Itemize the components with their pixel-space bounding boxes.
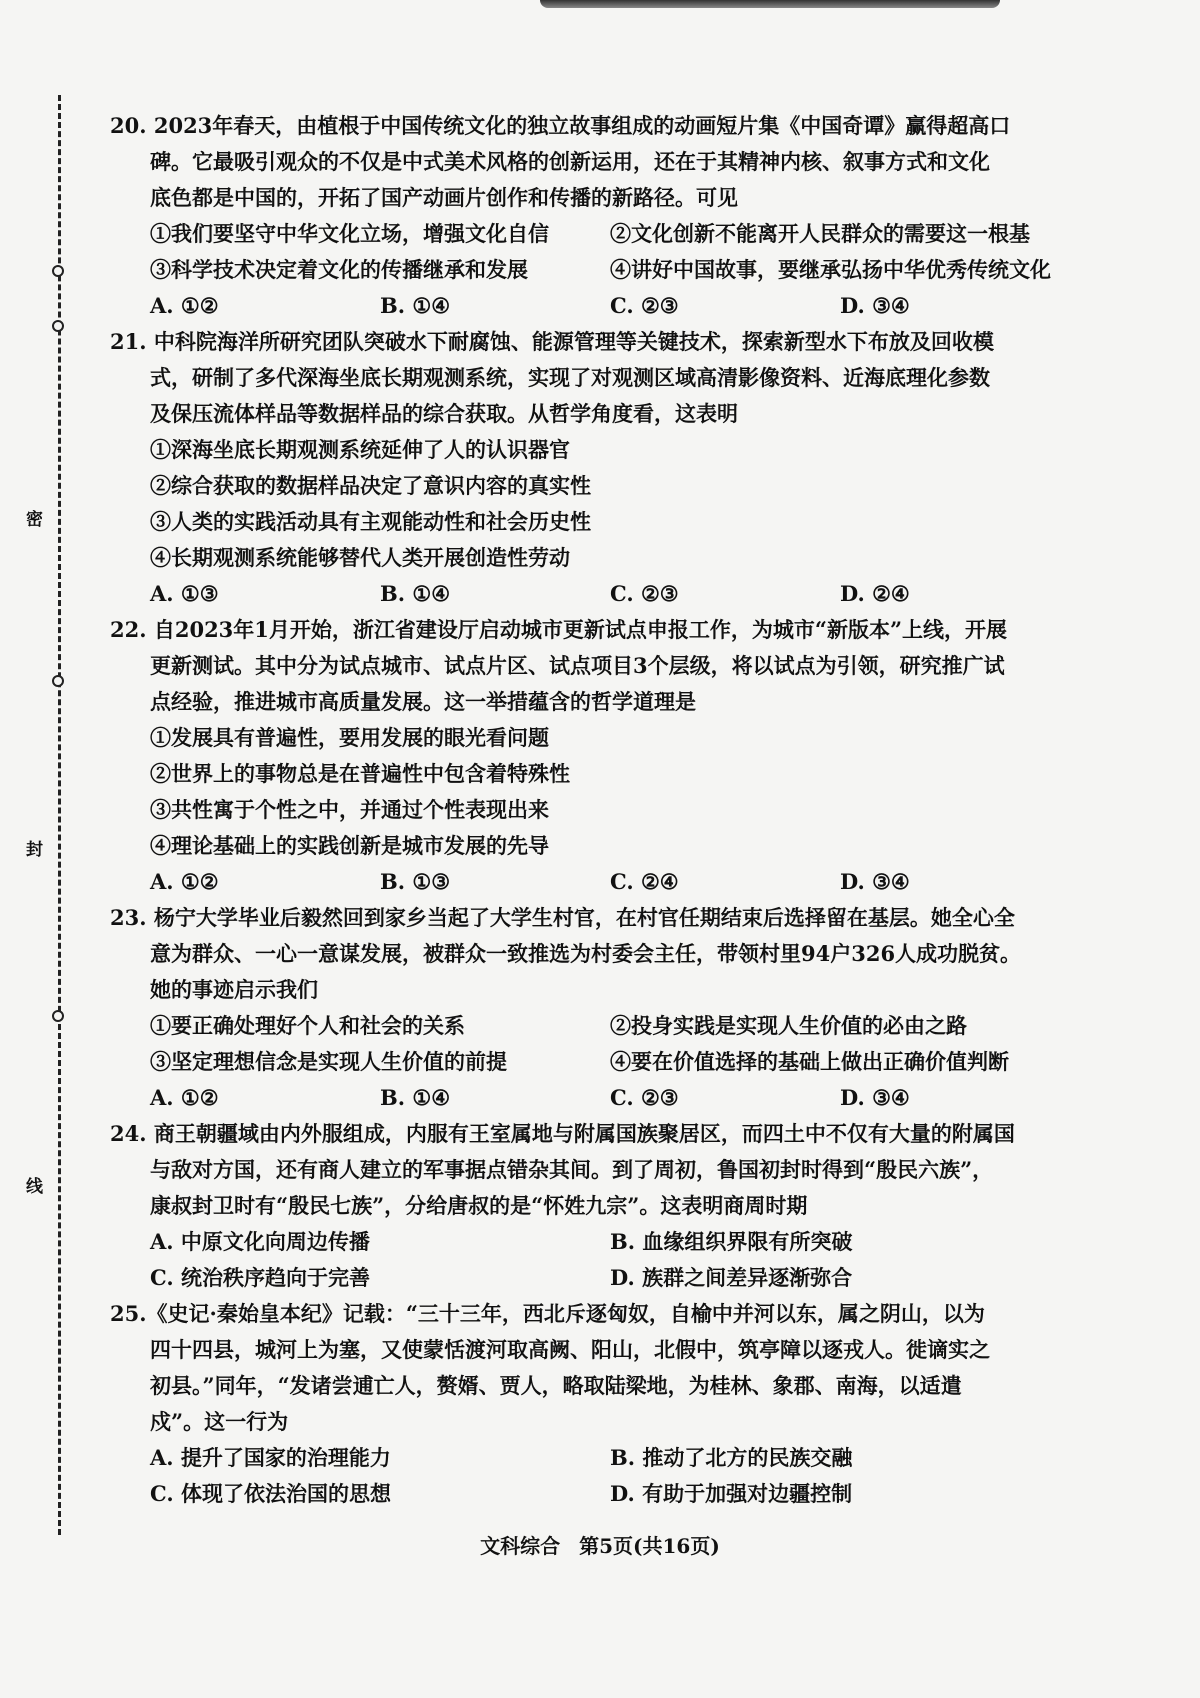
- binding-hole: [52, 320, 64, 332]
- statement-item: ③共性寓于个性之中，并通过个性表现出来: [150, 797, 549, 822]
- statement-row: [110, 216, 1110, 252]
- choice-row: [110, 864, 1110, 900]
- question-stem: 康叔封卫时有“殷民七族”，分给唐叔的是“怀姓九宗”。这表明商周时期: [150, 1193, 808, 1218]
- question-stem: 式，研制了多代深海坐底长期观测系统，实现了对观测区域高清影像资料、近海底理化参数: [150, 365, 990, 390]
- page-footer: [0, 1530, 1200, 1559]
- binding-line: [58, 95, 61, 1535]
- choice-c[interactable]: C. 体现了依法治国的思想: [150, 1481, 391, 1506]
- statement-row: [110, 1008, 1110, 1044]
- choice-a[interactable]: A. ①③: [150, 581, 219, 606]
- statement-item: ④长期观测系统能够替代人类开展创造性劳动: [150, 545, 570, 570]
- question-25: [110, 1296, 1110, 1512]
- statement-item: ④讲好中国故事，要继承弘扬中华优秀传统文化: [610, 257, 1051, 282]
- choice-a[interactable]: A. ①②: [150, 1085, 219, 1110]
- question-stem: 她的事迹启示我们: [150, 977, 318, 1002]
- question-stem: 25.《史记·秦始皇本纪》记载：“三十三年，西北斥逐匈奴，自榆中并河以东，属之阴山，以为: [110, 1301, 985, 1326]
- statement-item: ④理论基础上的实践创新是城市发展的先导: [150, 833, 549, 858]
- question-stem: 碑。它最吸引观众的不仅是中式美术风格的创新运用，还在于其精神内核、叙事方式和文化: [150, 149, 990, 174]
- binding-hole: [52, 1010, 64, 1022]
- question-23: [110, 900, 1110, 1116]
- question-24: [110, 1116, 1110, 1296]
- question-22: [110, 612, 1110, 900]
- choice-row: [110, 1440, 1110, 1476]
- statement-item: ②世界上的事物总是在普遍性中包含着特殊性: [150, 761, 570, 786]
- question-stem: 戍”。这一行为: [150, 1409, 289, 1434]
- question-stem: 24. 商王朝疆域由内外服组成，内服有王室属地与附属国族聚居区，而四土中不仅有大量的附属国: [110, 1121, 1015, 1146]
- binding-hole: [52, 265, 64, 277]
- choice-row: [110, 1476, 1110, 1512]
- statement-row: [110, 1044, 1110, 1080]
- question-stem: 20. 2023年春天，由植根于中国传统文化的独立故事组成的动画短片集《中国奇谭》赢得超高口: [110, 113, 1011, 138]
- question-stem: 点经验，推进城市高质量发展。这一举措蕴含的哲学道理是: [150, 689, 696, 714]
- statement-item: ③科学技术决定着文化的传播继承和发展: [150, 257, 528, 282]
- question-stem: 更新测试。其中分为试点城市、试点片区、试点项目3个层级，将以试点为引领，研究推广试: [150, 653, 1005, 678]
- statement-item: ①要正确处理好个人和社会的关系: [150, 1013, 465, 1038]
- question-stem: 21. 中科院海洋所研究团队突破水下耐腐蚀、能源管理等关键技术，探索新型水下布放及回收模: [110, 329, 994, 354]
- choice-b[interactable]: B. 血缘组织界限有所突破: [610, 1229, 853, 1254]
- footer-page-number: 第5页(共16页): [579, 1534, 720, 1558]
- choice-row: [110, 1080, 1110, 1116]
- statement-item: ①发展具有普遍性，要用发展的眼光看问题: [150, 725, 549, 750]
- choice-d[interactable]: D. ③④: [840, 293, 910, 318]
- choice-d[interactable]: D. 有助于加强对边疆控制: [610, 1481, 853, 1506]
- statement-item: ②文化创新不能离开人民群众的需要这一根基: [610, 221, 1030, 246]
- statement-item: ②投身实践是实现人生价值的必由之路: [610, 1013, 967, 1038]
- binding-char-feng: 封: [26, 835, 43, 860]
- statement-item: ④要在价值选择的基础上做出正确价值判断: [610, 1049, 1009, 1074]
- statement-item: ①深海坐底长期观测系统延伸了人的认识器官: [150, 437, 570, 462]
- question-21: [110, 324, 1110, 612]
- choice-b[interactable]: B. ①④: [380, 293, 451, 318]
- question-stem: 23. 杨宁大学毕业后毅然回到家乡当起了大学生村官，在村官任期结束后选择留在基层。她全心全: [110, 905, 1015, 930]
- choice-row: [110, 576, 1110, 612]
- choice-row: [110, 288, 1110, 324]
- choice-a[interactable]: A. 提升了国家的治理能力: [150, 1445, 391, 1470]
- question-stem: 四十四县，城河上为塞，又使蒙恬渡河取高阙、阳山，北假中，筑亭障以逐戎人。徙谪实之: [150, 1337, 990, 1362]
- choice-c[interactable]: C. 统治秩序趋向于完善: [150, 1265, 370, 1290]
- statement-row: [110, 252, 1110, 288]
- choice-b[interactable]: B. ①④: [380, 581, 451, 606]
- question-stem: 底色都是中国的，开拓了国产动画片创作和传播的新路径。可见: [150, 185, 738, 210]
- question-stem: 初县。”同年，“发诸尝逋亡人，赘婿、贾人，略取陆梁地，为桂林、象郡、南海，以适遣: [150, 1373, 962, 1398]
- question-stem: 22. 自2023年1月开始，浙江省建设厅启动城市更新试点申报工作，为城市“新版本”上线，开展: [110, 617, 1008, 642]
- question-stem: 意为群众、一心一意谋发展，被群众一致推选为村委会主任，带领村里94户326人成功脱贫。: [150, 941, 1022, 966]
- choice-a[interactable]: A. ①②: [150, 869, 219, 894]
- binding-char-xian: 线: [26, 1172, 43, 1197]
- question-stem: 及保压流体样品等数据样品的综合获取。从哲学角度看，这表明: [150, 401, 738, 426]
- choice-c[interactable]: C. ②③: [610, 581, 679, 606]
- question-stem: 与敌对方国，还有商人建立的军事据点错杂其间。到了周初，鲁国初封时得到“殷民六族”，: [150, 1157, 994, 1182]
- question-20: [110, 108, 1110, 324]
- choice-b[interactable]: B. ①④: [380, 1085, 451, 1110]
- choice-b[interactable]: B. 推动了北方的民族交融: [610, 1445, 853, 1470]
- choice-a[interactable]: A. ①②: [150, 293, 219, 318]
- choice-c[interactable]: C. ②③: [610, 293, 679, 318]
- footer-subject: 文科综合: [480, 1534, 561, 1558]
- choice-d[interactable]: D. ②④: [840, 581, 910, 606]
- choice-a[interactable]: A. 中原文化向周边传播: [150, 1229, 370, 1254]
- choice-d[interactable]: D. 族群之间差异逐渐弥合: [610, 1265, 853, 1290]
- choice-b[interactable]: B. ①③: [380, 869, 451, 894]
- scan-top-edge: [540, 0, 1000, 8]
- statement-item: ③坚定理想信念是实现人生价值的前提: [150, 1049, 507, 1074]
- statement-item: ②综合获取的数据样品决定了意识内容的真实性: [150, 473, 591, 498]
- choice-c[interactable]: C. ②③: [610, 1085, 679, 1110]
- choice-row: [110, 1260, 1110, 1296]
- choice-c[interactable]: C. ②④: [610, 869, 679, 894]
- statement-item: ①我们要坚守中华文化立场，增强文化自信: [150, 221, 549, 246]
- choice-row: [110, 1224, 1110, 1260]
- choice-d[interactable]: D. ③④: [840, 1085, 910, 1110]
- question-list: [110, 108, 1110, 1512]
- choice-d[interactable]: D. ③④: [840, 869, 910, 894]
- binding-hole: [52, 675, 64, 687]
- binding-char-mi: 密: [26, 505, 43, 530]
- statement-item: ③人类的实践活动具有主观能动性和社会历史性: [150, 509, 591, 534]
